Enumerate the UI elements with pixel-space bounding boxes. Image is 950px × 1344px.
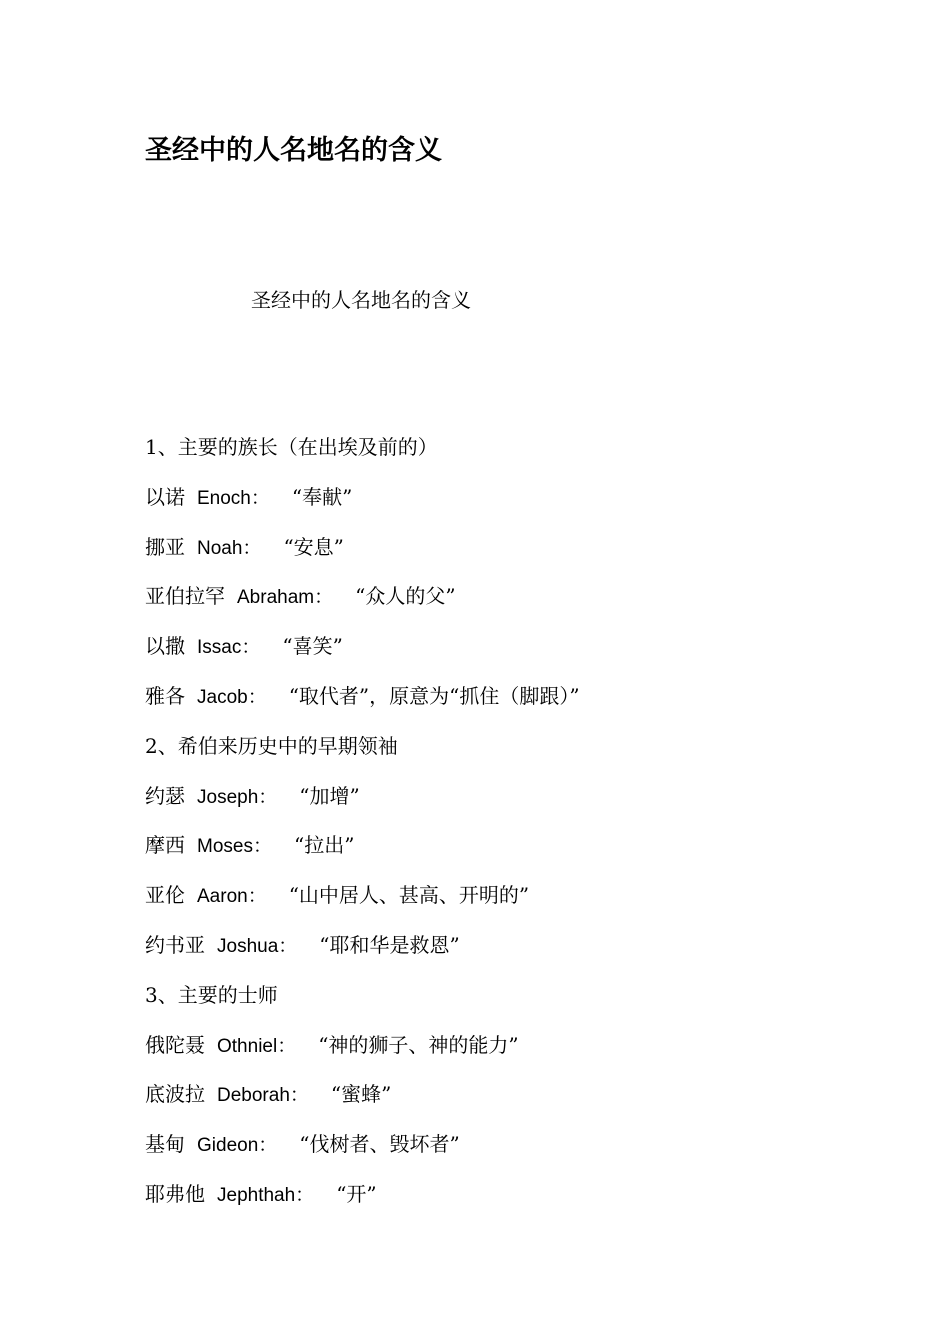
english-name: Jephthah：	[217, 1184, 315, 1206]
english-name: Noah：	[197, 537, 262, 559]
english-name: Abraham：	[237, 587, 334, 609]
english-name: Issac：	[197, 637, 261, 659]
entry-list	[145, 432, 905, 1229]
name-meaning: “拉出”	[293, 833, 355, 858]
chinese-name: 俄陀聂	[145, 1032, 205, 1057]
chinese-name: 基甸	[145, 1132, 185, 1157]
name-meaning: “众人的父”	[355, 584, 456, 609]
chinese-name: 亚伦	[145, 883, 185, 908]
name-entry	[145, 1179, 905, 1229]
english-name: Joshua：	[217, 935, 298, 957]
name-meaning: “神的狮子、神的能力”	[318, 1032, 519, 1057]
name-entry	[145, 1030, 905, 1080]
chinese-name: 底波拉	[145, 1082, 205, 1107]
name-meaning: “耶和华是救恩”	[319, 932, 460, 957]
name-meaning: “喜笑”	[282, 634, 343, 659]
name-entry	[145, 880, 905, 930]
english-name: Jacob：	[197, 686, 267, 708]
section-heading-text: 2、希伯来历史中的早期领袖	[145, 733, 398, 758]
english-name: Enoch：	[197, 487, 270, 509]
chinese-name: 摩西	[145, 833, 185, 858]
name-entry	[145, 781, 905, 831]
chinese-name: 约书亚	[145, 932, 205, 957]
chinese-name: 以诺	[145, 484, 185, 509]
document-subtitle: 圣经中的人名地名的含义	[251, 288, 471, 312]
name-meaning: “安息”	[283, 534, 344, 559]
name-meaning: “蜜蜂”	[330, 1082, 392, 1107]
name-entry	[145, 482, 905, 532]
name-entry	[145, 1129, 905, 1179]
name-meaning: “加增”	[299, 783, 360, 808]
english-name: Aaron：	[197, 886, 267, 908]
section-heading	[145, 980, 905, 1030]
chinese-name: 雅各	[145, 683, 185, 708]
section-heading	[145, 731, 905, 781]
name-entry	[145, 581, 905, 631]
chinese-name: 耶弗他	[145, 1181, 205, 1206]
name-entry	[145, 532, 905, 582]
name-meaning: “奉献”	[291, 484, 353, 509]
chinese-name: 挪亚	[145, 534, 185, 559]
english-name: Moses：	[197, 836, 272, 858]
name-meaning: “开”	[336, 1181, 377, 1206]
name-entry	[145, 681, 905, 731]
section-heading	[145, 432, 905, 482]
name-entry	[145, 1079, 905, 1129]
name-meaning: “伐树者、毁坏者”	[299, 1132, 460, 1157]
english-name: Gideon：	[197, 1135, 278, 1157]
name-entry	[145, 830, 905, 880]
document-title: 圣经中的人名地名的含义	[145, 135, 442, 166]
name-entry	[145, 930, 905, 980]
name-meaning: “山中居人、甚高、开明的”	[288, 883, 530, 908]
section-heading-text: 3、主要的士师	[145, 982, 278, 1007]
section-heading-text: 1、主要的族长（在出埃及前的）	[145, 435, 438, 459]
chinese-name: 约瑟	[145, 783, 185, 808]
chinese-name: 亚伯拉罕	[145, 584, 225, 609]
english-name: Othniel：	[217, 1035, 297, 1057]
name-meaning: “取代者”，原意为“抓住（脚跟）”	[288, 683, 580, 708]
english-name: Joseph：	[197, 786, 278, 808]
chinese-name: 以撒	[145, 634, 185, 659]
english-name: Deborah：	[217, 1085, 309, 1107]
name-entry	[145, 631, 905, 681]
